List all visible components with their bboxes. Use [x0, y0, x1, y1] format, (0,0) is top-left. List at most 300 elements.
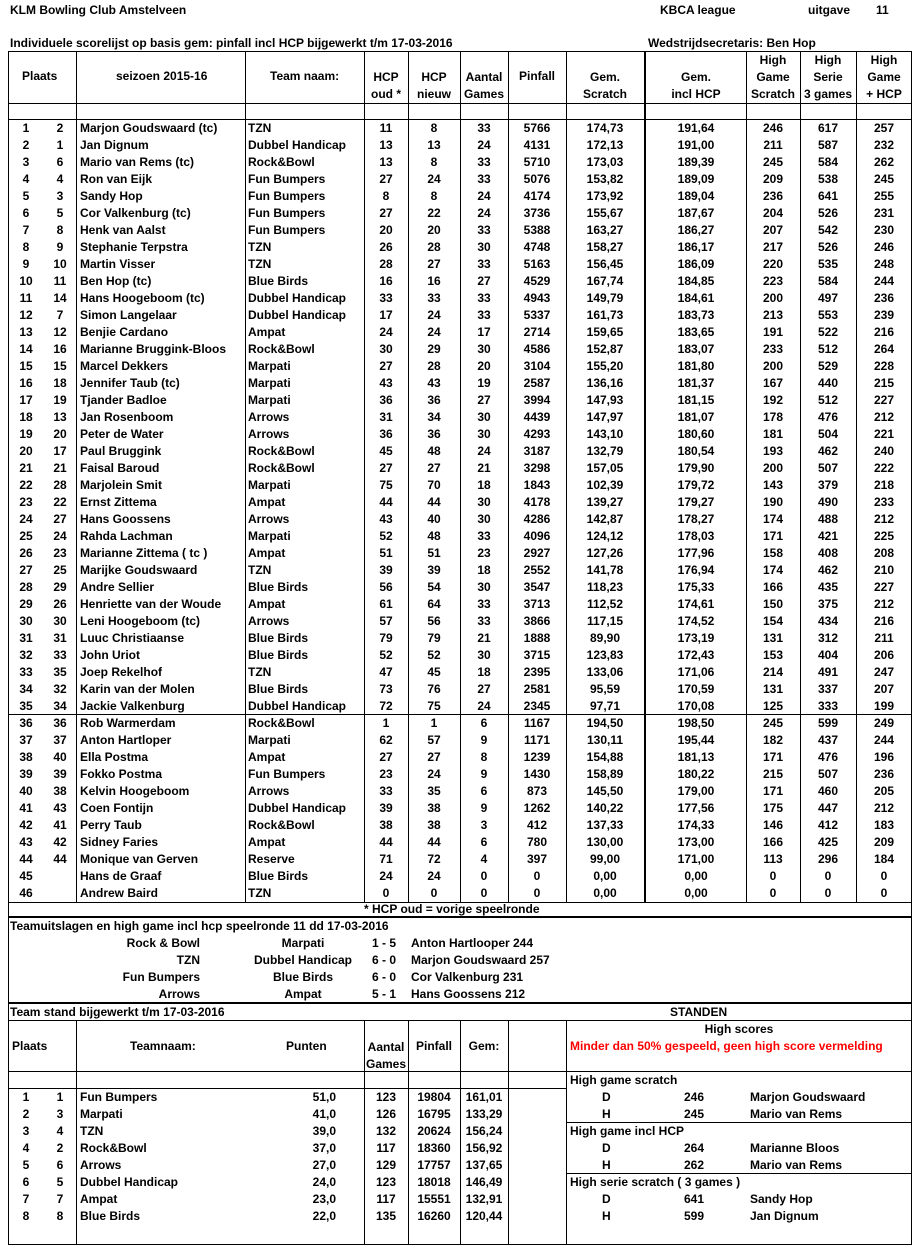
rank: 28 — [19, 580, 33, 594]
points: 51,0 — [312, 1090, 336, 1104]
hg-scratch: 181 — [762, 427, 784, 441]
pinfall: 1239 — [523, 750, 551, 764]
player-name: Hans de Graaf — [80, 869, 162, 883]
games: 33 — [477, 614, 491, 628]
high-score-value: 264 — [684, 1141, 705, 1155]
hs-3games: 488 — [817, 512, 839, 526]
hcp-oud: 27 — [379, 359, 393, 373]
hs-3games: 535 — [817, 257, 839, 271]
hg-scratch: 207 — [762, 223, 784, 237]
pinfall: 4439 — [523, 410, 551, 424]
hg-hcp: 212 — [873, 597, 895, 611]
player-name: Rahda Lachman — [80, 529, 173, 543]
hg-hcp: 212 — [873, 512, 895, 526]
away-team: Ampat — [284, 987, 322, 1001]
team-name: Arrows — [248, 512, 290, 526]
team-name: Rock&Bowl — [248, 461, 315, 475]
hcp-oud: 51 — [379, 546, 393, 560]
hcp-oud: 33 — [379, 291, 393, 305]
gem-scratch: 140,22 — [586, 801, 624, 815]
rank: 5 — [22, 189, 30, 203]
team-name: Dubbel Handicap — [248, 138, 347, 152]
hs-3games: 538 — [817, 172, 839, 186]
hcp-nieuw: 0 — [430, 886, 438, 900]
hg-hcp: 227 — [873, 393, 895, 407]
high-score-player: Mario van Rems — [750, 1158, 843, 1172]
gem-hcp: 175,33 — [677, 580, 715, 594]
hg-scratch: 204 — [762, 206, 784, 220]
player-name: Joep Rekelhof — [80, 665, 163, 679]
games: 0 — [480, 886, 488, 900]
hs-3games: 435 — [817, 580, 839, 594]
hcp-nieuw: 27 — [427, 461, 441, 475]
player-name: Cor Valkenburg (tc) — [80, 206, 191, 220]
high-score-player: Mario van Rems — [750, 1107, 843, 1121]
player-name: Tjander Badloe — [80, 393, 167, 407]
hcp-oud: 33 — [379, 784, 393, 798]
hg-scratch: 200 — [762, 359, 784, 373]
pinfall: 5163 — [523, 257, 551, 271]
gem-hcp: 180,60 — [677, 427, 715, 441]
hg-scratch: 246 — [762, 121, 784, 135]
hcp-oud: 75 — [379, 478, 393, 492]
player-name: Paul Bruggink — [80, 444, 162, 458]
pinfall: 4586 — [523, 342, 551, 356]
team-name: Rock&Bowl — [248, 155, 315, 169]
prev-rank: 15 — [53, 359, 67, 373]
high-score-player: Marjon Goudswaard — [750, 1090, 866, 1104]
hg-scratch: 158 — [762, 546, 784, 560]
team-name: Blue Birds — [248, 648, 309, 662]
hcp-oud: 27 — [379, 206, 393, 220]
prev-rank: 44 — [53, 852, 67, 866]
hcp-nieuw: 28 — [427, 359, 441, 373]
gem-hcp: 198,50 — [677, 716, 715, 730]
hcp-nieuw: 43 — [427, 376, 441, 390]
hcp-oud: 71 — [379, 852, 393, 866]
prev-rank: 18 — [53, 376, 67, 390]
hg-hcp: 0 — [880, 886, 888, 900]
high-score-group-title: High game incl HCP — [570, 1124, 685, 1138]
hcp-oud: 47 — [379, 665, 393, 679]
prev-rank: 22 — [53, 495, 67, 509]
hg-hcp: 222 — [873, 461, 895, 475]
pinfall: 873 — [526, 784, 548, 798]
gem-hcp: 183,65 — [677, 325, 715, 339]
games: 19 — [477, 376, 491, 390]
rank: 2 — [22, 138, 30, 152]
gem-scratch: 118,23 — [586, 580, 624, 594]
hcp-oud: 38 — [379, 818, 393, 832]
rank: 41 — [19, 801, 33, 815]
edition-number: 11 — [876, 3, 889, 17]
games: 30 — [477, 512, 491, 526]
hs-3games: 434 — [817, 614, 839, 628]
hg-hcp: 212 — [873, 801, 895, 815]
hcp-nieuw: 44 — [427, 495, 441, 509]
hg-scratch: 215 — [762, 767, 784, 781]
hg-hcp: 257 — [873, 121, 895, 135]
gem-scratch: 155,67 — [586, 206, 624, 220]
gem-hcp: 170,59 — [677, 682, 715, 696]
hs-3games: 379 — [817, 478, 839, 492]
team-name: Marpati — [248, 376, 291, 390]
gem-scratch: 147,93 — [586, 393, 624, 407]
prev-rank: 4 — [56, 172, 64, 186]
high-score-group-title: High serie scratch ( 3 games ) — [570, 1175, 741, 1189]
rank: 13 — [19, 325, 33, 339]
hs-3games: 462 — [817, 563, 839, 577]
games: 33 — [477, 291, 491, 305]
hcp-oud: 20 — [379, 223, 393, 237]
team-name: Blue Birds — [248, 274, 309, 288]
team-name: Rock&Bowl — [248, 716, 315, 730]
hg-scratch: 153 — [762, 648, 784, 662]
games: 30 — [477, 240, 491, 254]
score: 1 - 5 — [371, 936, 396, 950]
gem-hcp: 187,67 — [677, 206, 715, 220]
hs-3games: 617 — [817, 121, 839, 135]
prev-rank: 34 — [53, 699, 67, 713]
gem-hcp: 177,56 — [677, 801, 715, 815]
gem-hcp: 179,27 — [677, 495, 715, 509]
hg-scratch: 220 — [762, 257, 784, 271]
team-pinfall: 15551 — [417, 1192, 451, 1206]
pinfall: 1167 — [523, 716, 551, 730]
high-game: Anton Hartlooper 244 — [411, 936, 534, 950]
hcp-nieuw: 38 — [427, 818, 441, 832]
gender: D — [602, 1192, 611, 1206]
prev-rank: 28 — [53, 478, 67, 492]
hs-3games: 462 — [817, 444, 839, 458]
pinfall: 2927 — [523, 546, 551, 560]
hcp-oud: 30 — [379, 342, 393, 356]
player-name: Ella Postma — [80, 750, 149, 764]
team-name: Ampat — [248, 750, 286, 764]
player-name: Sandy Hop — [80, 189, 143, 203]
games: 30 — [477, 427, 491, 441]
col-hcp-nieuw: HCP nieuw — [416, 70, 451, 101]
hcp-oud: 24 — [379, 869, 393, 883]
rank: 9 — [22, 257, 30, 271]
rank: 4 — [22, 172, 30, 186]
gem-scratch: 155,20 — [586, 359, 624, 373]
team-games: 129 — [375, 1158, 397, 1172]
player-name: Leni Hoogeboom (tc) — [80, 614, 200, 628]
st-col-team: Teamnaam: — [130, 1039, 196, 1053]
col-pinfall: Pinfall — [518, 69, 555, 83]
hg-scratch: 113 — [763, 852, 783, 866]
standen-label: STANDEN — [670, 1005, 728, 1019]
hg-scratch: 200 — [762, 291, 784, 305]
hcp-oud: 43 — [379, 376, 393, 390]
team-average: 137,65 — [465, 1158, 503, 1172]
team-games: 117 — [376, 1192, 396, 1206]
team-prev-rank: 4 — [56, 1124, 64, 1138]
gem-scratch: 89,90 — [589, 631, 621, 645]
player-name: Andre Sellier — [80, 580, 155, 594]
hg-hcp: 205 — [873, 784, 895, 798]
pinfall: 4131 — [523, 138, 551, 152]
player-name: Rob Warmerdam — [80, 716, 176, 730]
gem-scratch: 130,00 — [586, 835, 624, 849]
hcp-nieuw: 54 — [427, 580, 441, 594]
hg-hcp: 199 — [873, 699, 895, 713]
team-average: 146,49 — [465, 1175, 503, 1189]
hg-scratch: 174 — [762, 563, 784, 577]
hs-3games: 312 — [817, 631, 839, 645]
hs-3games: 404 — [817, 648, 839, 662]
team-name: Blue Birds — [248, 631, 309, 645]
points: 23,0 — [312, 1192, 336, 1206]
gem-scratch: 147,97 — [586, 410, 624, 424]
gem-hcp: 191,00 — [677, 138, 715, 152]
player-name: Henk van Aalst — [80, 223, 166, 237]
rank: 37 — [19, 733, 33, 747]
hcp-oud: 52 — [379, 529, 393, 543]
hcp-nieuw: 64 — [427, 597, 441, 611]
hg-scratch: 131 — [762, 682, 784, 696]
games: 30 — [477, 410, 491, 424]
hcp-oud: 13 — [379, 155, 393, 169]
club-name: KLM Bowling Club Amstelveen — [10, 3, 187, 17]
league-name: KBCA league — [660, 3, 736, 17]
gem-scratch: 143,10 — [586, 427, 624, 441]
pinfall: 3713 — [523, 597, 551, 611]
games: 27 — [477, 393, 491, 407]
hcp-oud: 17 — [379, 308, 393, 322]
games: 17 — [477, 325, 491, 339]
hs-3games: 0 — [824, 869, 832, 883]
gender: H — [602, 1107, 611, 1121]
hcp-nieuw: 16 — [427, 274, 441, 288]
pinfall: 4178 — [523, 495, 551, 509]
hcp-oud: 28 — [379, 257, 393, 271]
player-name: Jennifer Taub (tc) — [80, 376, 180, 390]
col-team: Team naam: — [270, 69, 340, 83]
team-name: Dubbel Handicap — [248, 308, 347, 322]
hg-scratch: 171 — [762, 784, 784, 798]
team-prev-rank: 3 — [56, 1107, 64, 1121]
pinfall: 5388 — [523, 223, 551, 237]
hg-scratch: 233 — [762, 342, 784, 356]
hs-3games: 296 — [817, 852, 839, 866]
player-name: Stephanie Terpstra — [80, 240, 188, 254]
team-name: Arrows — [248, 410, 290, 424]
hg-scratch: 211 — [763, 138, 783, 152]
pinfall: 4096 — [523, 529, 551, 543]
team-name: Marpati — [80, 1107, 123, 1121]
hcp-nieuw: 79 — [427, 631, 441, 645]
gem-hcp: 181,13 — [677, 750, 715, 764]
gem-hcp: 176,94 — [677, 563, 715, 577]
col-hg-hcp: High Game + HCP — [866, 53, 902, 101]
games: 21 — [477, 461, 491, 475]
hs-3games: 447 — [817, 801, 839, 815]
gem-scratch: 130,11 — [586, 733, 624, 747]
col-games: Aantal Games — [463, 70, 505, 101]
team-name: Ampat — [248, 835, 286, 849]
gem-hcp: 180,54 — [677, 444, 715, 458]
hs-3games: 522 — [817, 325, 839, 339]
rank: 29 — [19, 597, 33, 611]
hs-3games: 512 — [817, 393, 839, 407]
games: 33 — [477, 223, 491, 237]
home-team: Rock & Bowl — [126, 936, 200, 950]
rank: 46 — [19, 886, 33, 900]
rank: 26 — [19, 546, 33, 560]
gem-scratch: 132,79 — [586, 444, 624, 458]
hcp-nieuw: 1 — [430, 716, 438, 730]
player-name: Andrew Baird — [80, 886, 159, 900]
rank: 30 — [19, 614, 33, 628]
hcp-nieuw: 29 — [427, 342, 441, 356]
points: 27,0 — [312, 1158, 336, 1172]
hcp-oud: 11 — [379, 121, 393, 135]
hcp-nieuw: 52 — [427, 648, 441, 662]
high-score-value: 262 — [684, 1158, 705, 1172]
hcp-oud: 56 — [379, 580, 393, 594]
player-name: Perry Taub — [80, 818, 142, 832]
team-name: Arrows — [248, 427, 290, 441]
pinfall: 5337 — [523, 308, 551, 322]
games: 30 — [477, 648, 491, 662]
gem-hcp: 171,06 — [677, 665, 715, 679]
gem-hcp: 189,04 — [677, 189, 715, 203]
gem-scratch: 142,87 — [586, 512, 624, 526]
hg-hcp: 247 — [873, 665, 895, 679]
hg-hcp: 216 — [873, 614, 895, 628]
team-name: Fun Bumpers — [248, 223, 326, 237]
hcp-nieuw: 22 — [427, 206, 441, 220]
hg-scratch: 209 — [762, 172, 784, 186]
hcp-nieuw: 33 — [427, 291, 441, 305]
score: 5 - 1 — [371, 987, 396, 1001]
rank: 33 — [19, 665, 33, 679]
prev-rank: 35 — [53, 665, 67, 679]
gem-hcp: 186,27 — [677, 223, 715, 237]
team-name: Rock&Bowl — [80, 1141, 147, 1155]
gem-scratch: 133,06 — [586, 665, 624, 679]
high-score-value: 245 — [684, 1107, 705, 1121]
games: 3 — [480, 818, 488, 832]
home-team: TZN — [176, 953, 200, 967]
hg-hcp: 184 — [873, 852, 895, 866]
hg-hcp: 207 — [873, 682, 895, 696]
hs-3games: 476 — [817, 410, 839, 424]
team-name: TZN — [248, 886, 272, 900]
prev-rank: 10 — [53, 257, 67, 271]
pinfall: 780 — [526, 835, 548, 849]
hcp-nieuw: 39 — [427, 563, 441, 577]
col-gem-scratch: Gem. Scratch — [582, 70, 628, 101]
prev-rank: 14 — [53, 291, 67, 305]
hcp-nieuw: 36 — [427, 393, 441, 407]
hg-scratch: 193 — [762, 444, 784, 458]
gem-hcp: 172,43 — [677, 648, 715, 662]
games: 18 — [477, 563, 491, 577]
pinfall: 397 — [526, 852, 548, 866]
gem-hcp: 174,61 — [677, 597, 715, 611]
team-name: TZN — [248, 257, 272, 271]
player-name: Marianne Zittema ( tc ) — [80, 546, 208, 560]
prev-rank: 11 — [53, 274, 67, 288]
st-col-pinfall: Pinfall — [415, 1039, 452, 1053]
gem-hcp: 186,17 — [677, 240, 715, 254]
gem-hcp: 173,00 — [677, 835, 715, 849]
gem-hcp: 184,85 — [677, 274, 715, 288]
gem-scratch: 137,33 — [586, 818, 624, 832]
gem-hcp: 183,07 — [677, 342, 715, 356]
hg-scratch: 191 — [762, 325, 784, 339]
games: 6 — [480, 716, 488, 730]
hg-hcp: 221 — [873, 427, 895, 441]
hg-hcp: 231 — [873, 206, 895, 220]
hg-scratch: 146 — [762, 818, 784, 832]
hcp-nieuw: 45 — [427, 665, 441, 679]
gem-scratch: 0,00 — [593, 886, 617, 900]
pinfall: 3104 — [523, 359, 551, 373]
prev-rank: 20 — [53, 427, 67, 441]
hg-scratch: 166 — [762, 580, 784, 594]
hg-scratch: 190 — [762, 495, 784, 509]
team-pinfall: 17757 — [417, 1158, 451, 1172]
hg-scratch: 245 — [762, 155, 784, 169]
hg-hcp: 183 — [873, 818, 895, 832]
gem-scratch: 159,65 — [586, 325, 624, 339]
team-pinfall: 20624 — [417, 1124, 451, 1138]
pinfall: 4943 — [523, 291, 551, 305]
hcp-nieuw: 57 — [427, 733, 441, 747]
games: 30 — [477, 580, 491, 594]
team-prev-rank: 1 — [56, 1090, 64, 1104]
games: 9 — [480, 801, 488, 815]
pinfall: 5766 — [523, 121, 551, 135]
gem-hcp: 173,19 — [677, 631, 715, 645]
gem-hcp: 179,90 — [677, 461, 715, 475]
team-name: Dubbel Handicap — [80, 1175, 179, 1189]
hcp-oud: 72 — [379, 699, 393, 713]
team-name: Blue Birds — [248, 682, 309, 696]
player-name: Ernst Zittema — [80, 495, 157, 509]
hcp-nieuw: 20 — [427, 223, 441, 237]
hcp-oud: 1 — [382, 716, 390, 730]
pinfall: 3866 — [523, 614, 551, 628]
high-scores-warning: Minder dan 50% gespeeld, geen high score vermelding — [570, 1039, 883, 1053]
player-name: Marjon Goudswaard (tc) — [80, 121, 218, 135]
pinfall: 3715 — [523, 648, 551, 662]
prev-rank: 16 — [53, 342, 67, 356]
hs-3games: 476 — [817, 750, 839, 764]
gem-hcp: 191,64 — [677, 121, 715, 135]
player-name: Fokko Postma — [80, 767, 163, 781]
hs-3games: 497 — [817, 291, 839, 305]
hg-scratch: 154 — [762, 614, 784, 628]
gem-scratch: 173,03 — [586, 155, 624, 169]
team-name: Fun Bumpers — [80, 1090, 158, 1104]
col-season: seizoen 2015-16 — [116, 69, 208, 83]
hcp-oud: 0 — [382, 886, 390, 900]
hg-hcp: 196 — [873, 750, 895, 764]
player-name: Jan Dignum — [80, 138, 149, 152]
hg-scratch: 166 — [762, 835, 784, 849]
high-game: Hans Goossens 212 — [411, 987, 526, 1001]
gem-hcp: 171,00 — [677, 852, 715, 866]
hs-3games: 337 — [817, 682, 839, 696]
rank: 22 — [19, 478, 33, 492]
hg-hcp: 249 — [873, 716, 895, 730]
gem-scratch: 97,71 — [589, 699, 621, 713]
